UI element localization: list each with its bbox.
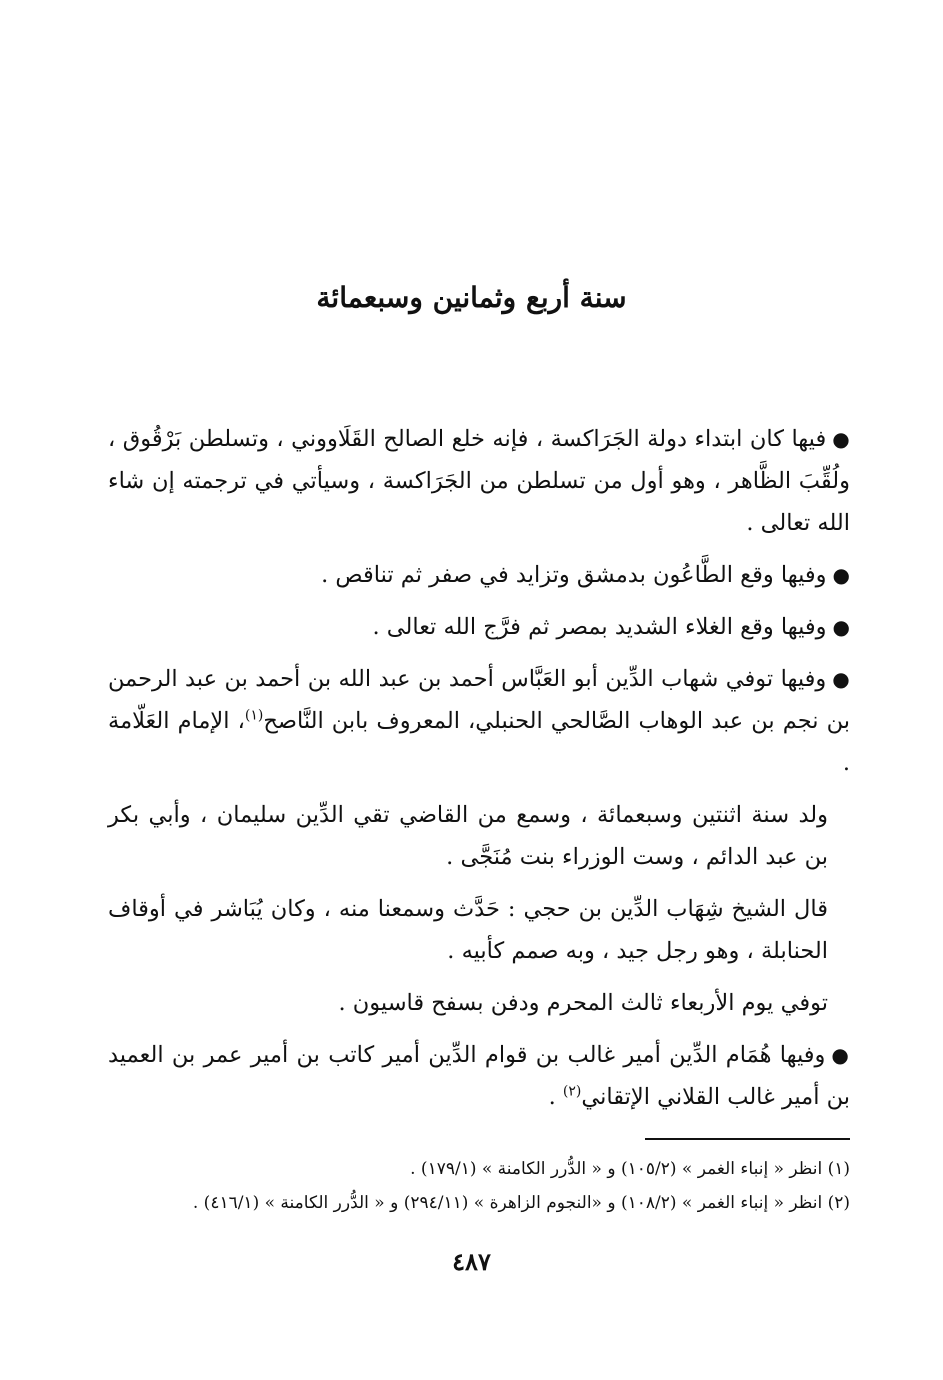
footnote-1: (١) انظر « إنباء الغمر » (١٠٥/٢) و « الدُّرر الكامنة » (١٧٩/١) . <box>410 1159 850 1179</box>
bullet-icon: ● <box>832 615 850 639</box>
paragraph-8 <box>108 1034 850 1118</box>
paragraph-2-text: وفيها وقع الطَّاعُون بدمشق وتزايد في صفر ثم تناقص . <box>321 562 827 588</box>
paragraph-8-text-after: . <box>548 1084 563 1110</box>
footnote-2: (٢) انظر « إنباء الغمر » (١٠٨/٢) و «النجوم الزاهرة » (٢٩٤/١١) و « الدُّرر الكامنة » (٤١٦/١) . <box>192 1193 850 1213</box>
footnote-ref-2: (٢) <box>562 1083 582 1100</box>
bullet-icon: ● <box>832 563 850 587</box>
paragraph-4-text-after: ، الإمام العَلّامة . <box>108 708 850 776</box>
paragraph-7: توفي يوم الأربعاء ثالث المحرم ودفن بسفح قاسيون . <box>338 990 828 1016</box>
footnote-divider <box>645 1138 850 1140</box>
footnotes <box>108 1152 850 1220</box>
page-title: سنة أربع وثمانين وسبعمائة <box>316 281 627 314</box>
main-text <box>108 418 850 1128</box>
bullet-icon: ● <box>832 667 850 691</box>
paragraph-3 <box>108 606 850 648</box>
footnote-ref-1: (١) <box>244 707 264 724</box>
paragraph-3-text: وفيها وقع الغلاء الشديد بمصر ثم فرَّج الله تعالى . <box>372 614 827 640</box>
bullet-icon: ● <box>832 427 851 451</box>
paragraph-6: قال الشيخ شِهَاب الدِّين بن حجي : حَدَّث وسمعنا منه ، وكان يُبَاشر في أوقاف الحنابلة ، وهو رجل جيد ، وبه صمم كأبيه . <box>108 896 828 964</box>
paragraph-4-text: وفيها توفي شهاب الدِّين أبو العَبَّاس أحمد بن عبد الله بن أحمد بن عبد الرحمن بن نجم بن عبد الوهاب الصَّالحي الحنبلي، المعروف بابن النَّاصح <box>108 666 850 734</box>
paragraph-2 <box>108 554 850 596</box>
paragraph-8-text: وفيها هُمَام الدِّين أمير غالب بن قوام الدِّين أمير كاتب بن أمير عمر بن العميد بن أمير غالب القلاني الإتقاني <box>108 1042 850 1110</box>
paragraph-1 <box>108 418 850 544</box>
bullet-icon: ● <box>831 1043 850 1067</box>
paragraph-4 <box>108 658 850 784</box>
page-number: ٤٨٧ <box>452 1247 491 1276</box>
paragraph-5: ولد سنة اثنتين وسبعمائة ، وسمع من القاضي تقي الدِّين سليمان ، وأبي بكر بن عبد الدائم ، وست الوزراء بنت مُنَجَّى . <box>108 802 828 870</box>
paragraph-1-text: فيها كان ابتداء دولة الجَرَاكسة ، فإنه خلع الصالح القَلَاووني ، وتسلطن بَرْقُوق ، ولُقِّبَ الظَّاهر ، وهو أول من تسلطن من الجَرَاكسة ، وسيأتي في ترجمته إن شاء الله تعالى . <box>108 426 850 536</box>
